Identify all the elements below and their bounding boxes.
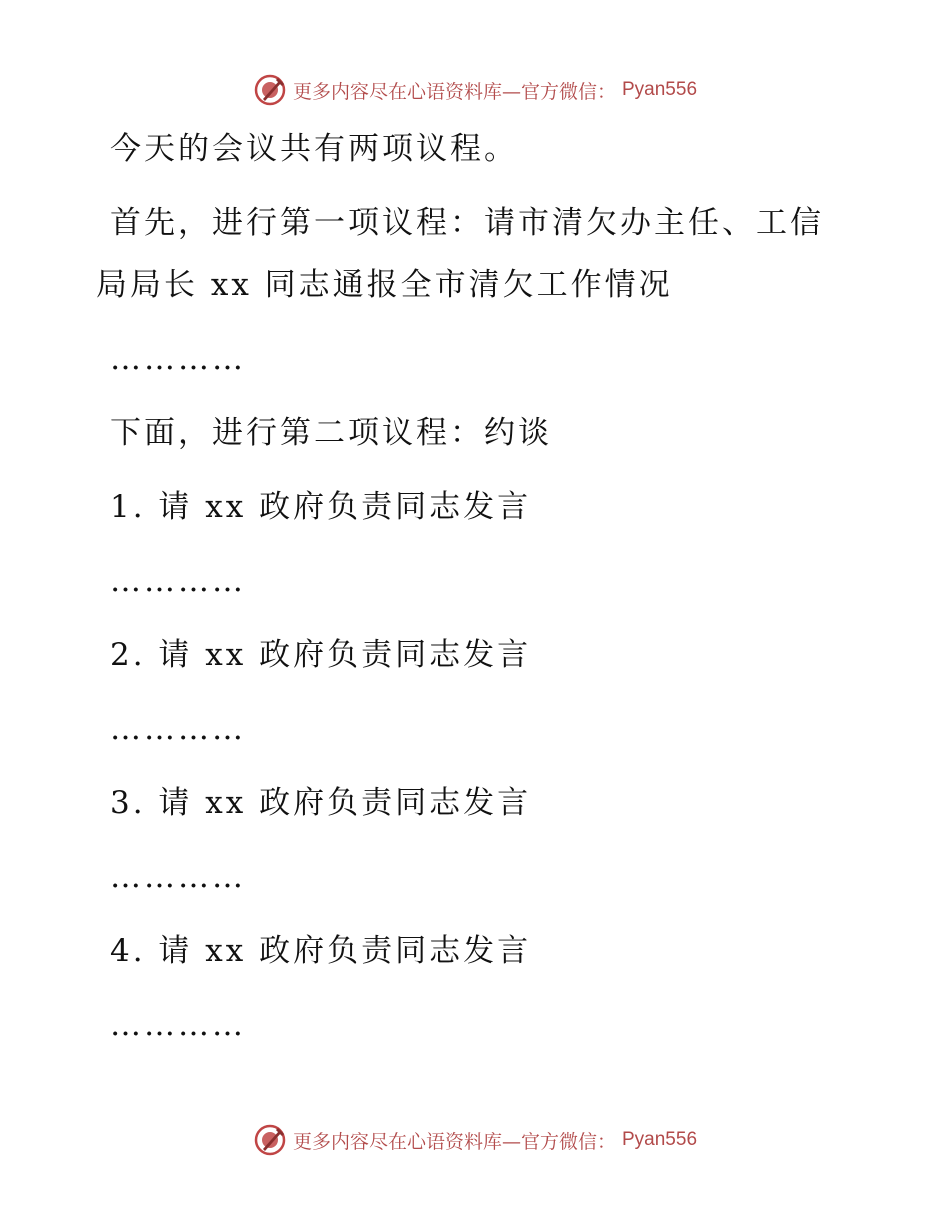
list-item-3: 3. 请 xx 政府负责同志发言 <box>110 785 532 821</box>
ellipsis-line: ………… <box>110 711 246 747</box>
list-item-4: 4. 请 xx 政府负责同志发言 <box>110 933 532 969</box>
ellipsis-line: ………… <box>110 341 246 377</box>
list-item-2: 2. 请 xx 政府负责同志发言 <box>110 637 532 673</box>
paragraph-agenda-1-line-2: 局局长 xx 同志通报全市清欠工作情况 <box>96 267 673 303</box>
watermark-wechat-id: Pyan556 <box>622 79 698 100</box>
watermark-text: 更多内容尽在心语资料库—官方微信： <box>292 80 616 103</box>
watermark-wechat-id: Pyan556 <box>622 1129 698 1150</box>
list-item-1: 1. 请 xx 政府负责同志发言 <box>110 489 532 525</box>
pen-logo-icon <box>253 73 287 107</box>
pen-logo-icon <box>253 1123 287 1157</box>
footer-watermark <box>0 1120 950 1160</box>
ellipsis-line: ………… <box>110 859 246 895</box>
document-body <box>96 118 856 1056</box>
paragraph-intro: 今天的会议共有两项议程。 <box>110 131 518 167</box>
paragraph-agenda-1-line-1: 首先，进行第一项议程：请市清欠办主任、工信 <box>110 205 824 241</box>
paragraph-agenda-2: 下面，进行第二项议程：约谈 <box>110 415 552 451</box>
ellipsis-line: ………… <box>110 563 246 599</box>
header-watermark <box>0 70 950 110</box>
watermark-text: 更多内容尽在心语资料库—官方微信： <box>292 1130 616 1153</box>
ellipsis-line: ………… <box>110 1007 246 1043</box>
